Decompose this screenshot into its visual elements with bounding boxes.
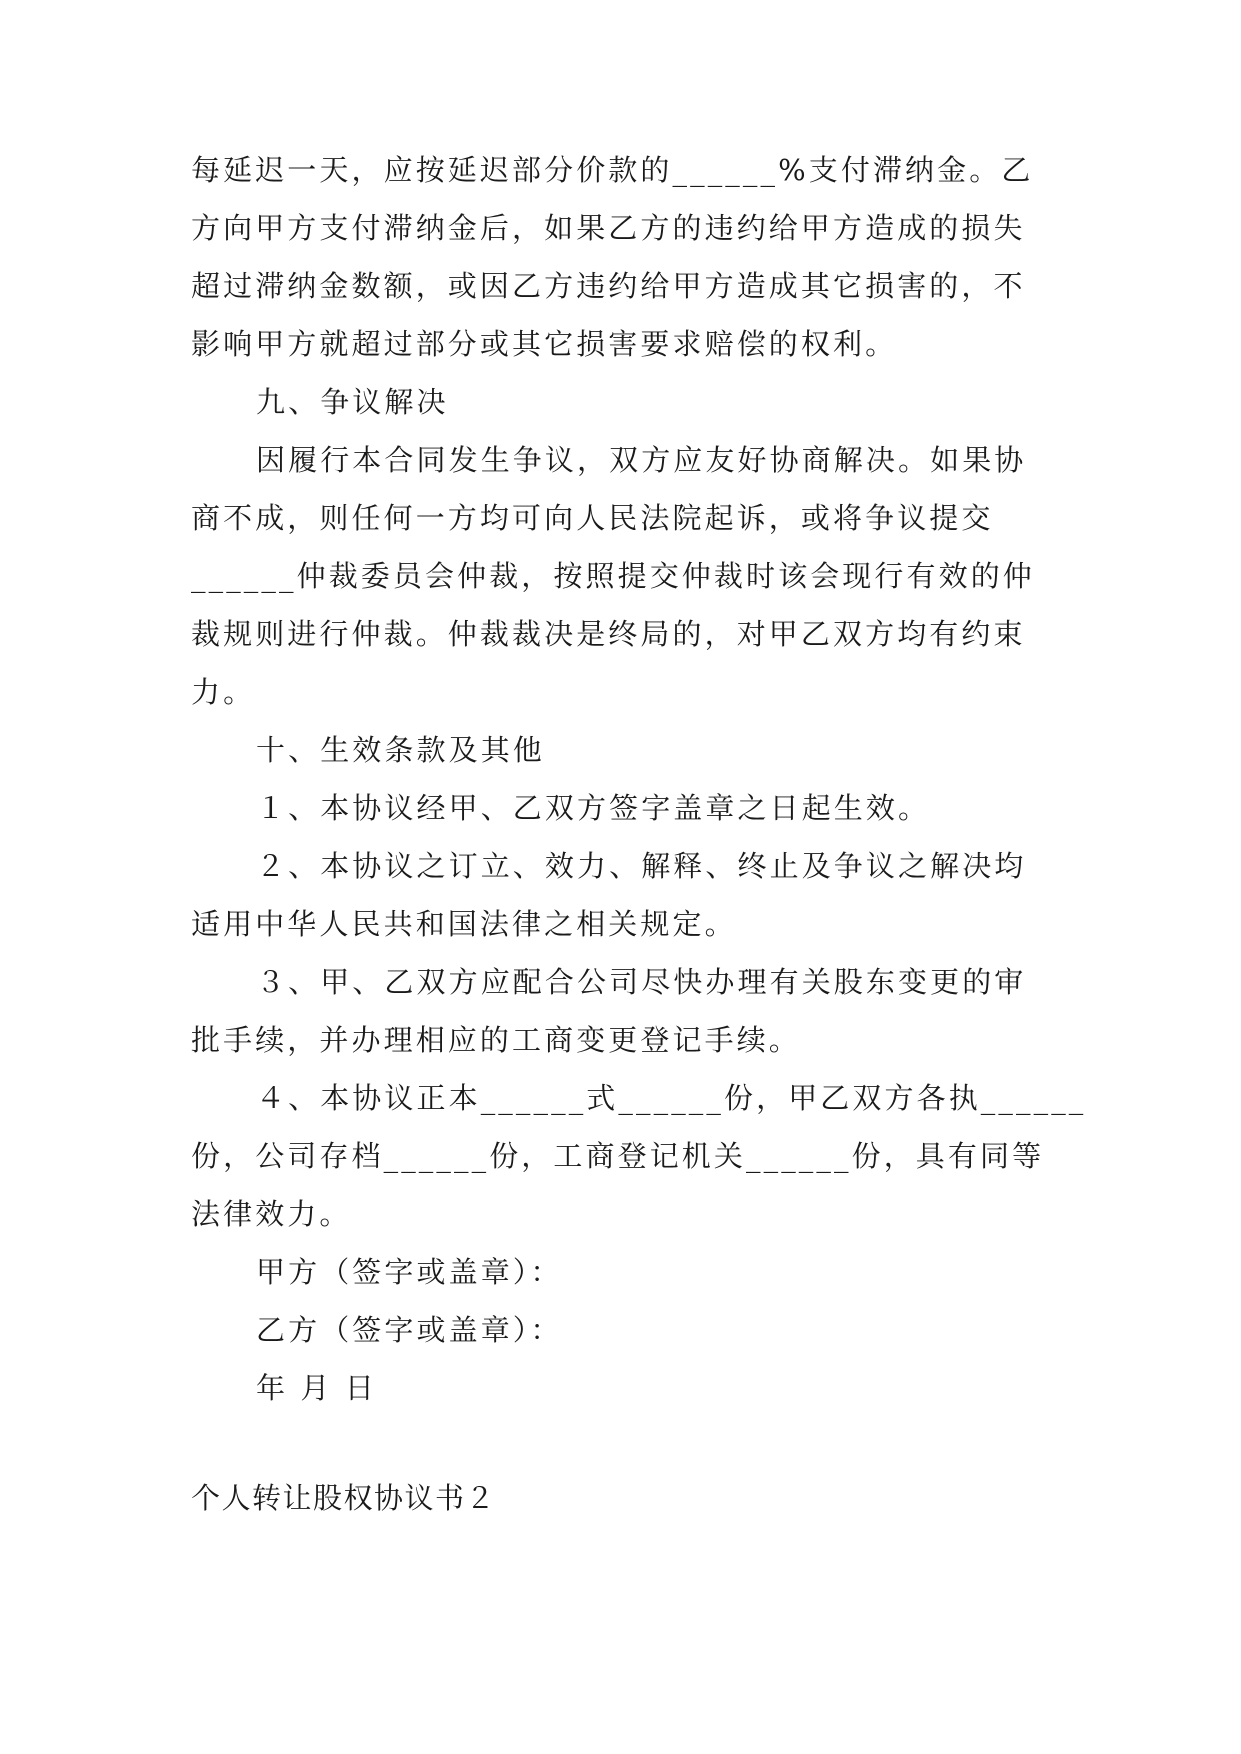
section-heading: 十、生效条款及其他 <box>256 733 545 767</box>
clause-line: 法律效力。 <box>191 1197 352 1231</box>
paragraph-line: 力。 <box>191 675 256 709</box>
signature-date: 年 月 日 <box>256 1371 377 1405</box>
paragraph-line: 超过滞纳金数额，或因乙方违约给甲方造成其它损害的，不 <box>191 269 1026 303</box>
paragraph-line: 影响甲方就超过部分或其它损害要求赔偿的权利。 <box>191 327 898 361</box>
paragraph-line: 裁规则进行仲裁。仲裁裁决是终局的，对甲乙双方均有约束 <box>191 617 1026 651</box>
clause-line: １、本协议经甲、乙双方签字盖章之日起生效。 <box>256 791 931 825</box>
clause-line: ３、甲、乙双方应配合公司尽快办理有关股东变更的审 <box>256 965 1027 999</box>
section-heading: 九、争议解决 <box>256 385 449 419</box>
paragraph-line: 方向甲方支付滞纳金后，如果乙方的违约给甲方造成的损失 <box>191 211 1026 245</box>
paragraph-line: 商不成，则任何一方均可向人民法院起诉，或将争议提交 <box>191 501 994 535</box>
clause-line: 适用中华人民共和国法律之相关规定。 <box>191 907 737 941</box>
clause-line: ２、本协议之订立、效力、解释、终止及争议之解决均 <box>256 849 1027 883</box>
clause-line: ４、本协议正本______式______份，甲乙双方各执______ <box>256 1081 1087 1115</box>
document-heading: 个人转让股权协议书２ <box>191 1481 497 1515</box>
paragraph-line: ______仲裁委员会仲裁，按照提交仲裁时该会现行有效的仲 <box>191 559 1035 593</box>
paragraph-line: 因履行本合同发生争议，双方应友好协商解决。如果协 <box>256 443 1027 477</box>
clause-line: 份，公司存档______份，工商登记机关______份，具有同等 <box>191 1139 1045 1173</box>
signature-party-a: 甲方（签字或盖章）： <box>256 1255 563 1289</box>
clause-line: 批手续，并办理相应的工商变更登记手续。 <box>191 1023 801 1057</box>
signature-party-b: 乙方（签字或盖章）： <box>256 1313 563 1347</box>
paragraph-line: 每延迟一天，应按延迟部分价款的______%支付滞纳金。乙 <box>191 153 1034 187</box>
